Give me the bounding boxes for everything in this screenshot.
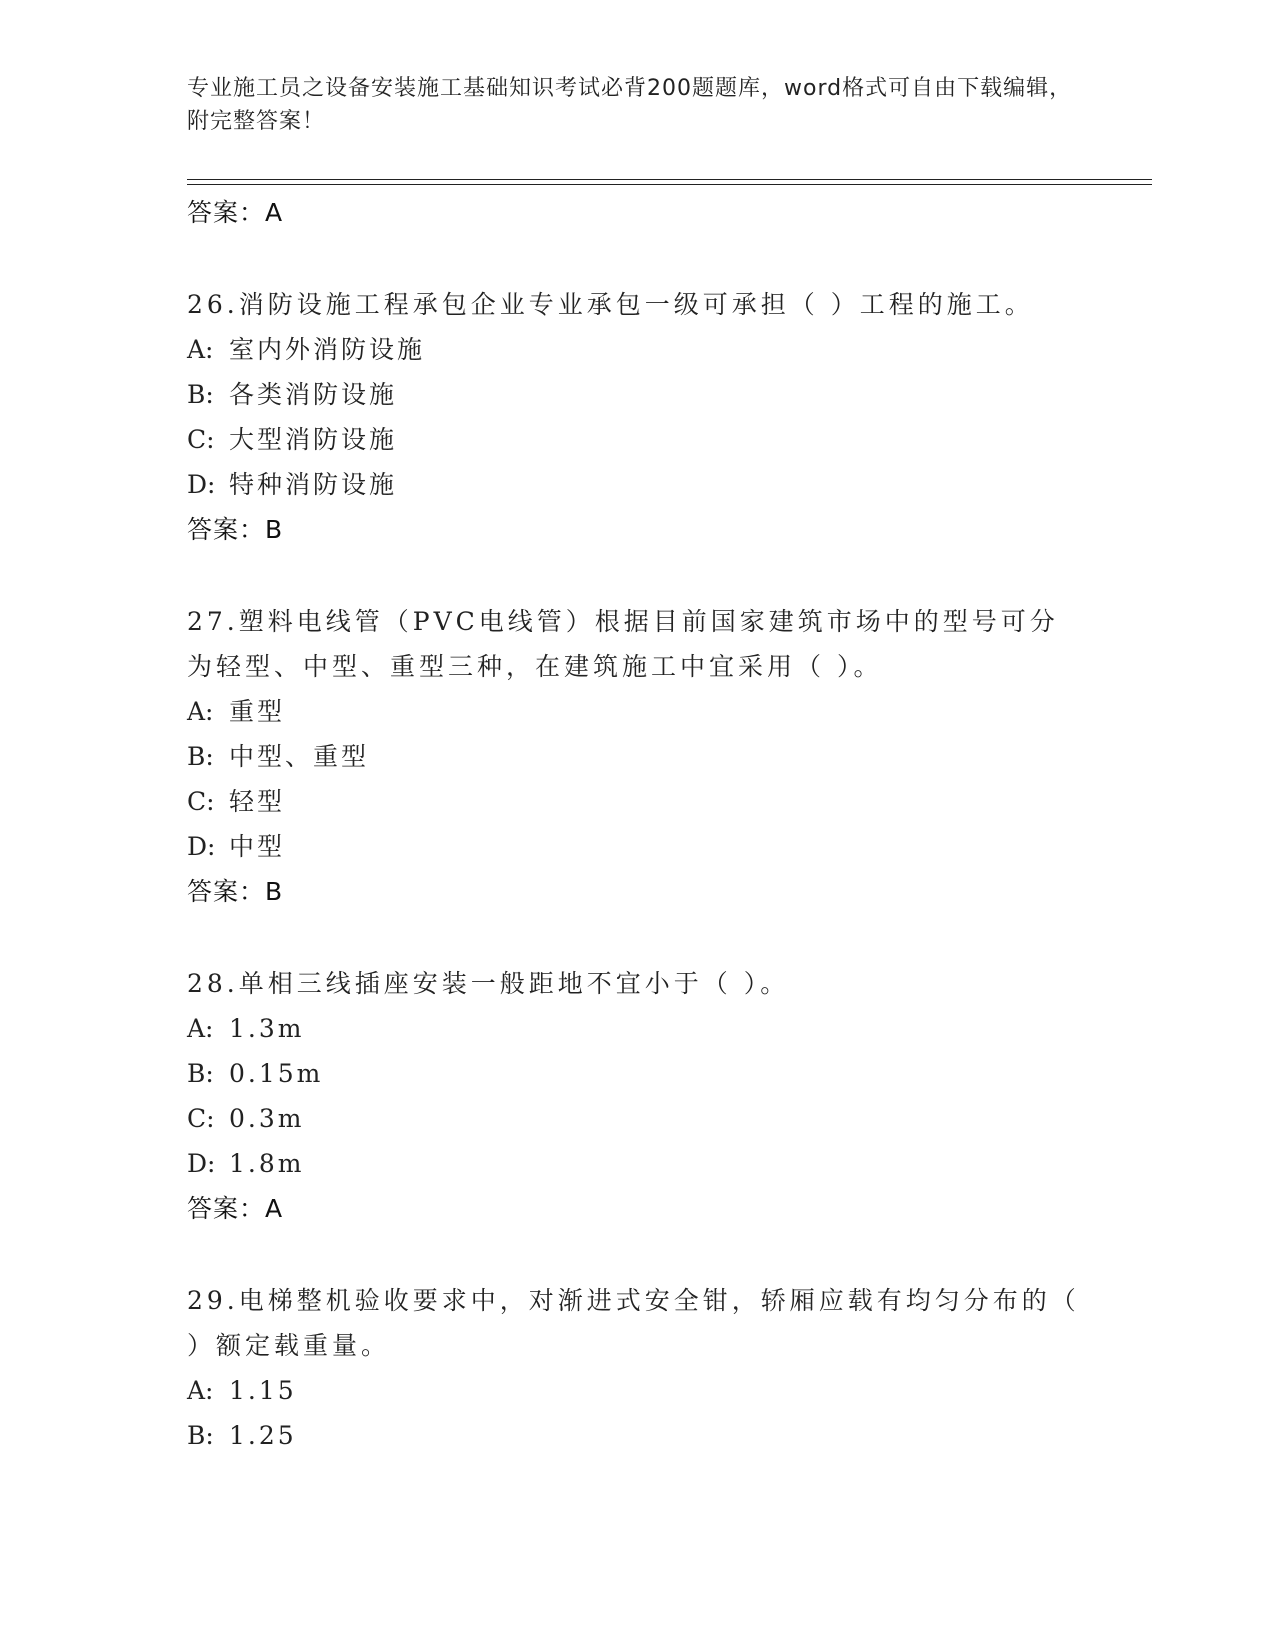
question-list (187, 190, 1087, 1458)
option-b: B: 0.15m (187, 1059, 324, 1088)
option-b: B: 1.25 (187, 1421, 297, 1450)
header-divider-bottom (187, 184, 1152, 185)
question-text: 27.塑料电线管（PVC电线管）根据目前国家建筑市场中的型号可分为轻型、中型、重型三种，在建筑施工中宜采用（ ）。 (187, 607, 1059, 681)
option-a: A: 重型 (187, 697, 286, 726)
header-divider-top (187, 179, 1152, 180)
question-block (187, 1278, 1087, 1458)
question-text: 28.单相三线插座安装一般距地不宜小于（ ）。 (187, 969, 790, 998)
option-c: C: 0.3m (187, 1104, 305, 1133)
option-b: B: 各类消防设施 (187, 380, 398, 409)
option-b: B: 中型、重型 (187, 742, 370, 771)
option-a: A: 1.15 (187, 1376, 297, 1405)
option-d: D: 特种消防设施 (187, 470, 398, 499)
question-block (187, 961, 1087, 1231)
question-block (187, 282, 1087, 552)
document-header: 专业施工员之设备安装施工基础知识考试必背200题题库，word格式可自由下载编辑，附完整答案！ (187, 76, 1073, 134)
option-d: D: 中型 (187, 832, 286, 861)
option-d: D: 1.8m (187, 1149, 305, 1178)
answer-line: 答案：B (187, 877, 284, 906)
option-a: A: 1.3m (187, 1014, 305, 1043)
answer-line: 答案：A (187, 198, 284, 227)
answer-line: 答案：B (187, 515, 284, 544)
option-a: A: 室内外消防设施 (187, 335, 426, 364)
answer-line: 答案：A (187, 1194, 284, 1223)
question-text: 26.消防设施工程承包企业专业承包一级可承担（ ）工程的施工。 (187, 290, 1034, 319)
option-c: C: 轻型 (187, 787, 286, 816)
option-c: C: 大型消防设施 (187, 425, 398, 454)
question-text: 29.电梯整机验收要求中，对渐进式安全钳，轿厢应载有均匀分布的（ ）额定载重量。 (187, 1286, 1080, 1360)
question-block (187, 599, 1087, 914)
